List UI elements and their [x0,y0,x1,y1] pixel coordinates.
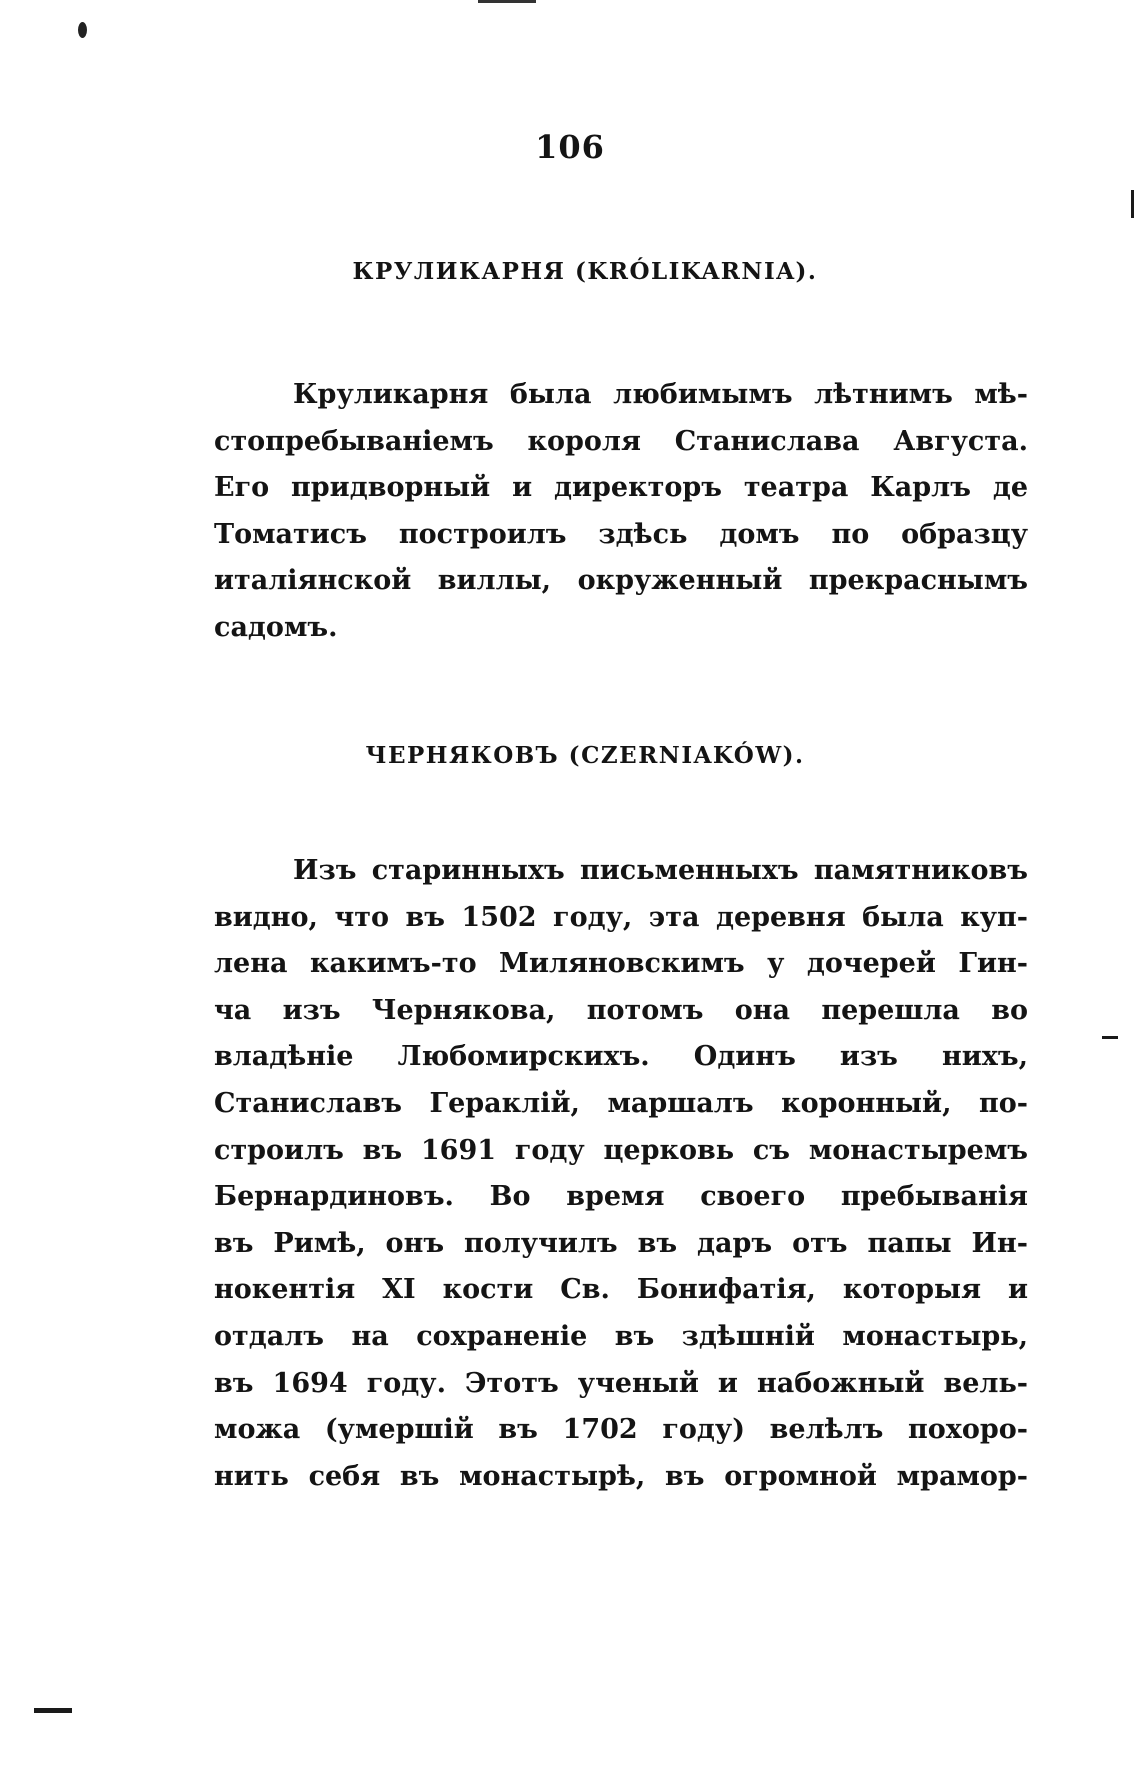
text-line: ча изъ Чернякова, потомъ она перешла во [214,994,1028,1026]
top-rule-mark [478,0,536,3]
margin-edge-mark [1131,190,1134,218]
text-line: можа (умершій въ 1702 году) велѣлъ похоро- [214,1414,1028,1446]
text-line: лена какимъ-то Миляновскимъ у дочерей Гин- [214,948,1028,980]
section-heading-krolikarnia: КРУЛИКАРНЯ (KRÓLIKARNIA). [352,258,818,285]
text-line: Его придворный и директоръ театра Карлъ де [214,472,1028,504]
text-line: садомъ. [214,611,338,643]
text-line: видно, что въ 1502 году, эта деревня была куп- [214,901,1028,933]
margin-dash-mark [1102,1036,1118,1039]
text-line: Круликарня была любимымъ лѣтнимъ мѣ- [293,379,1028,410]
text-line: стопребываніемъ короля Станислава Августа. [214,425,1028,457]
text-line: Бернардиновъ. Во время своего пребыванія [214,1181,1028,1213]
text-line: Томатисъ построилъ здѣсь домъ по образцу [214,518,1028,550]
section-heading-czerniakow: ЧЕРНЯКОВЪ (CZERNIAKÓW). [365,742,805,769]
text-line: Станиславъ Гераклій, маршалъ коронный, по- [214,1087,1028,1119]
text-line: италіянской виллы, окруженный прекраснымъ [214,565,1028,597]
text-line: нокентія XI кости Св. Бонифатія, которыя и [214,1274,1028,1306]
page-number: 106 [535,128,605,166]
ink-speck [78,22,87,38]
text-line: отдалъ на сохраненіе въ здѣшній монастырь, [214,1320,1028,1352]
text-line: строилъ въ 1691 году церковь съ монастыремъ [214,1134,1028,1166]
text-line: нить себя въ монастырѣ, въ огромной мрамор- [214,1460,1028,1492]
text-line: въ Римѣ, онъ получилъ въ даръ отъ папы Ин- [214,1227,1028,1259]
margin-dash-mark [34,1708,72,1713]
text-line: въ 1694 году. Этотъ ученый и набожный вель- [214,1367,1028,1399]
paragraph-krolikarnia [214,372,1028,652]
paragraph-czerniakow [214,848,1028,1500]
text-line: владѣніе Любомирскихъ. Одинъ изъ нихъ, [214,1041,1028,1073]
text-line: Изъ старинныхъ письменныхъ памятниковъ [293,855,1028,886]
